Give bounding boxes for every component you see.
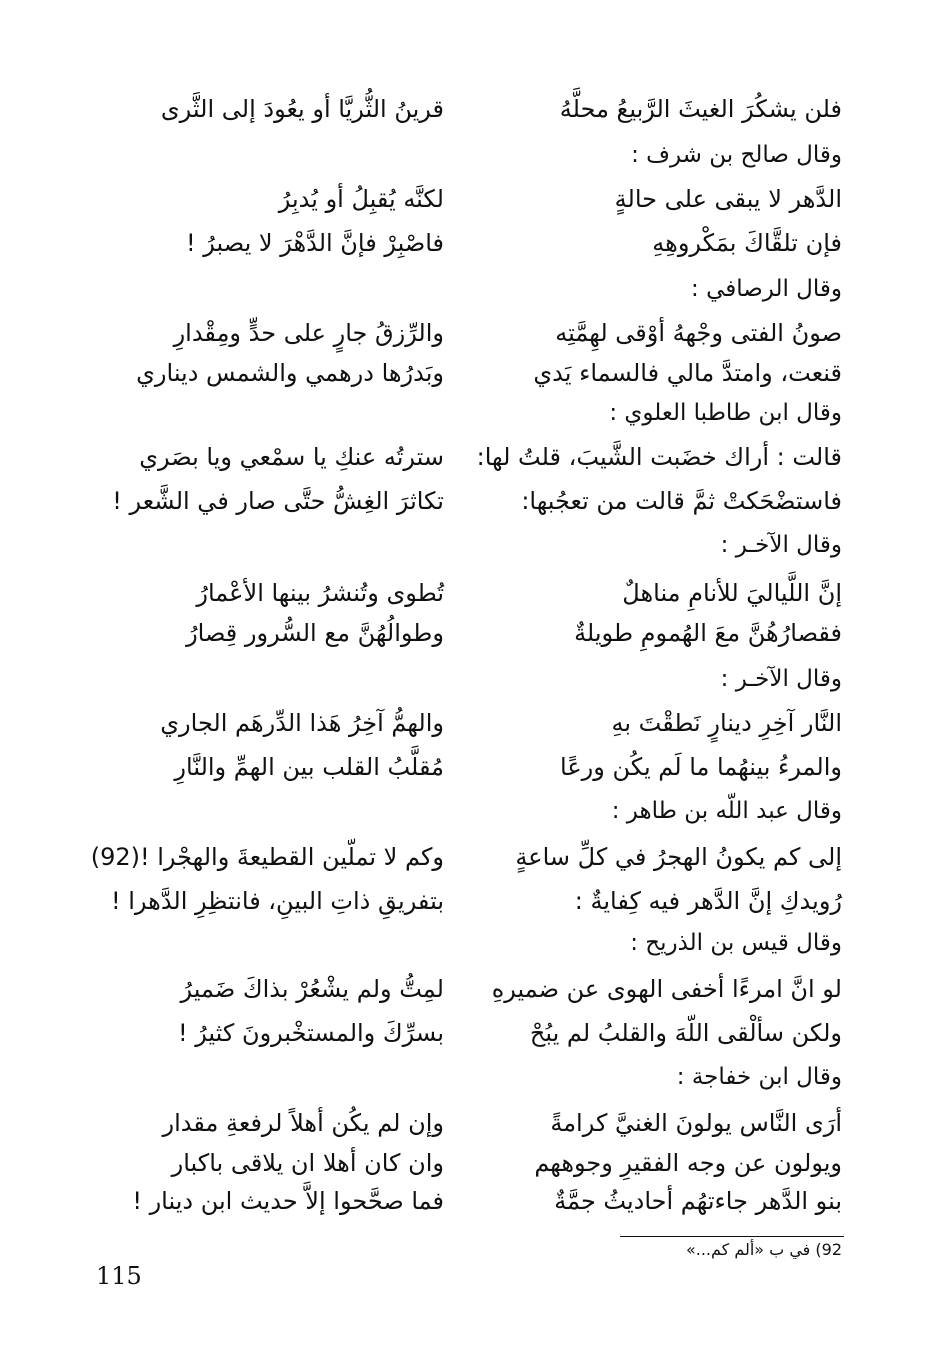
- verse-left: وكم لا تملّين القطيعةَ والهجْرا !(92): [90, 843, 444, 871]
- verse-left: فما صحَّحوا إلاَّ حديث ابن دينار !: [132, 1187, 444, 1215]
- verse-left: لمِتُّ ولم يشْعُرْ بذاكَ ضَميرُ: [180, 975, 444, 1003]
- verse-left: وبَدرُها درهمي والشمس ديناري: [136, 359, 444, 387]
- verse-right: إنَّ اللَّياليَ للأنامِ مناهلٌ: [622, 579, 842, 607]
- page-number: 115: [96, 1262, 142, 1290]
- verse-right: بنو الدَّهر جاءتهُم أحاديثُ جمَّةٌ: [554, 1187, 842, 1215]
- verse-right: أرَى النَّاس يولونَ الغنيَّ كرامةً: [550, 1109, 842, 1137]
- poet-heading: وقال صالح بن شرف :: [631, 142, 842, 168]
- verse-right: قالت : أراك خضَبت الشَّيبَ، قلتُ لها:: [476, 443, 842, 471]
- verse-left: وإن لم يكُن أهلاً لرفعةِ مقدار: [162, 1109, 444, 1137]
- verse-right: لو انَّ امرءًا أخفى الهوى عن ضميرهِ: [491, 975, 842, 1003]
- verse-left: تكاثرَ الغِشُّ حتَّى صار في الشَّعر !: [112, 487, 444, 515]
- footnote: 92) في ب «ألم كم...»: [685, 1240, 842, 1259]
- verse-left: مُقلَّبُ القلب بين الهمِّ والنَّارِ: [174, 753, 444, 781]
- verse-left: بتفريقِ ذاتِ البينِ، فانتظِرِ الدَّهرا !: [111, 887, 444, 915]
- poet-heading: وقال قيس بن الذريح :: [630, 930, 842, 956]
- verse-left: والرِّزقُ جارٍ على حدٍّ ومِقْدارِ: [173, 319, 444, 347]
- verse-right: صونُ الفتى وجْههُ أوْقى لهِمَّتِه: [555, 319, 842, 347]
- verse-left: والهمُّ آخِرُ هَذا الدِّرهَم الجاري: [160, 709, 444, 737]
- verse-right: فاستضْحَكتْ ثمَّ قالت من تعجُبها:: [521, 487, 842, 515]
- verse-right: إلى كم يكونُ الهجرُ في كلِّ ساعةٍ: [515, 843, 842, 871]
- verse-left: تُطوى وتُنشرُ بينها الأعْمارُ: [196, 579, 444, 607]
- verse-right: ولكن سألْقى اللّهَ والقلبُ لم يبُحْ: [529, 1019, 842, 1047]
- verse-left: فاصْبِرْ فإنَّ الدَّهْرَ لا يصبرُ !: [186, 229, 444, 257]
- footnote-rule: [620, 1236, 844, 1237]
- verse-right: والمرءُ بينهُما ما لَم يكُن ورعًا: [560, 753, 842, 781]
- poet-heading: وقال عبد اللّه بن طاهر :: [611, 798, 842, 824]
- poet-heading: وقال الآخـر :: [720, 532, 842, 558]
- verse-right: قنعت، وامتدَّ مالي فالسماء يَدي: [533, 359, 842, 387]
- poet-heading: وقال الآخـر :: [720, 666, 842, 692]
- verse-left: وطوالُهُنَّ مع السُّرور قِصارُ: [186, 619, 444, 647]
- verse-right: فقصارُهُنَّ معَ الهُمومِ طويلةٌ: [574, 619, 842, 647]
- poet-heading: وقال الرصافي :: [691, 276, 842, 302]
- verse-right: النَّار آخِرِ دينارٍ نَطقْتَ بهِ: [611, 709, 842, 737]
- verse-right: فإن تلقَّاكَ بمَكْروهِهِ: [652, 229, 842, 257]
- verse-left: سترتُه عنكِ يا سمْعي ويا بصَري: [139, 443, 444, 471]
- poet-heading: وقال ابن طاطبا العلوي :: [609, 400, 842, 426]
- verse-right: رُويدكِ إنَّ الدَّهر فيه كِفايةٌ :: [574, 887, 842, 915]
- verse-left: قرينُ الثُّريَّا أو يعُودَ إلى الثَّرى: [160, 95, 444, 123]
- verse-left: وان كان أهلا ان يلاقى باكبار: [171, 1149, 444, 1177]
- verse-left: لكنَّه يُقبِلُ أو يُدبِرُ: [278, 185, 444, 213]
- verse-right: الدَّهر لا يبقى على حالةٍ: [614, 185, 842, 213]
- verse-right: ويولون عن وجه الفقيرِ وجوههم: [534, 1149, 842, 1177]
- verse-right: فلن يشكُرَ الغيثَ الرَّبيعُ محلَّهُ: [559, 95, 842, 123]
- poet-heading: وقال ابن خفاجة :: [676, 1064, 842, 1090]
- verse-left: بسرِّكَ والمستخْبرونَ كثيرُ !: [177, 1019, 444, 1047]
